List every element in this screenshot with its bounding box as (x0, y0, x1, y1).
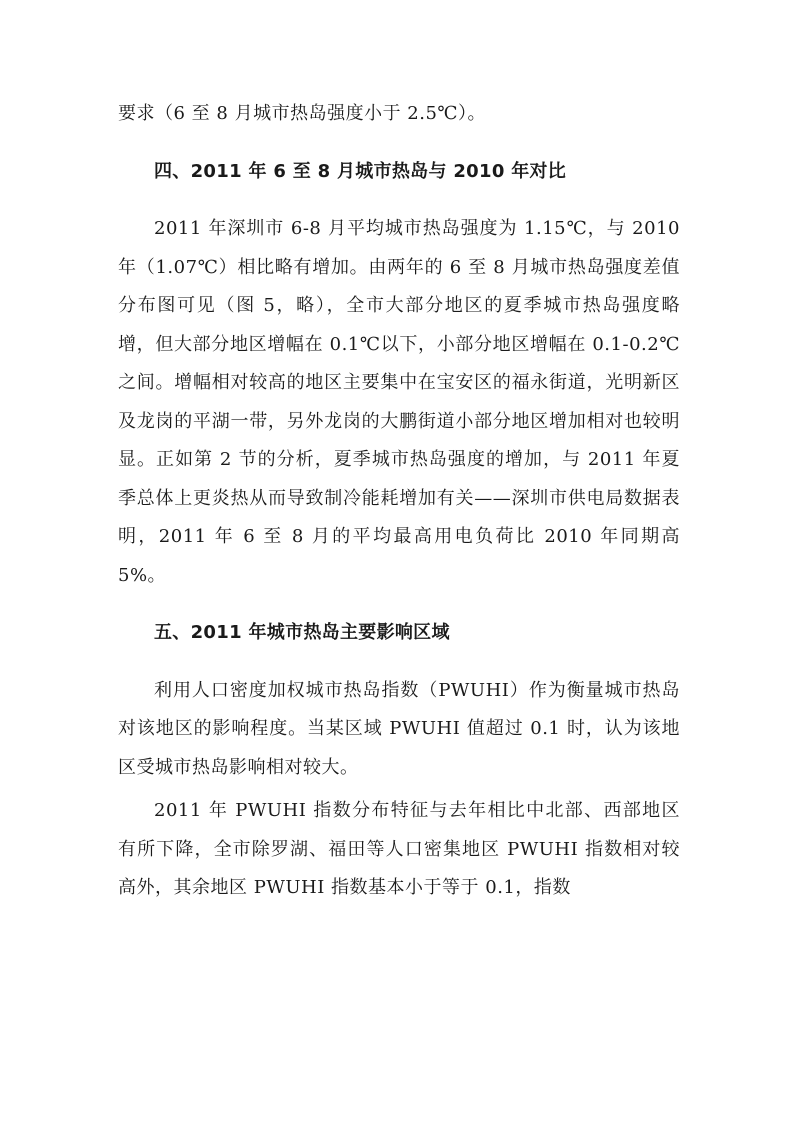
intro-continuation-text: 要求（6 至 8 月城市热岛强度小于 2.5℃）。 (118, 103, 487, 124)
spacer (118, 595, 680, 614)
section-5-paragraph-2: 2011 年 PWUHI 指数分布特征与去年相比中北部、西部地区有所下降，全市除罗湖、福田等人口密集地区 PWUHI 指数相对较高外，其余地区 PWUHI 指数基本小于等于 0.1，指数 (118, 800, 680, 898)
spacer (118, 191, 680, 210)
spacer (118, 653, 680, 672)
spacer (118, 134, 680, 153)
section-4-paragraph: 2011 年深圳市 6-8 月平均城市热岛强度为 1.15℃，与 2010 年（1.07℃）相比略有增加。由两年的 6 至 8 月城市热岛强度差值分布图可见（图 5，略），全市大部分地区的夏季城市热岛强度略增，但大部分地区增幅在 0.1℃以下，小部分地区增幅在 0.1-0.2℃之间。增幅相对较高的地区主要集中在宝安区的福永街道，光明新区及龙岗的平湖一带，另外龙岗的大鹏街道小部分地区增加相对也较明显。正如第 2 节的分析，夏季城市热岛强度的增加，与 2011 年夏季总体上更炎热从而导致制冷能耗增加有关——深圳市供电局数据表明，2011 年 6 至 8 月的平均最高用电负荷比 2010 年同期高 5%。 (118, 218, 680, 586)
section-4-heading: 四、2011 年 6 至 8 月城市热岛与 2010 年对比 (154, 160, 567, 182)
section-5-paragraph-1: 利用人口密度加权城市热岛指数（PWUHI）作为衡量城市热岛对该地区的影响程度。当某区域 PWUHI 值超过 0.1 时，认为该地区受城市热岛影响相对较大。 (118, 679, 680, 778)
section-5-heading: 五、2011 年城市热岛主要影响区域 (154, 622, 450, 643)
document-body (118, 95, 680, 908)
